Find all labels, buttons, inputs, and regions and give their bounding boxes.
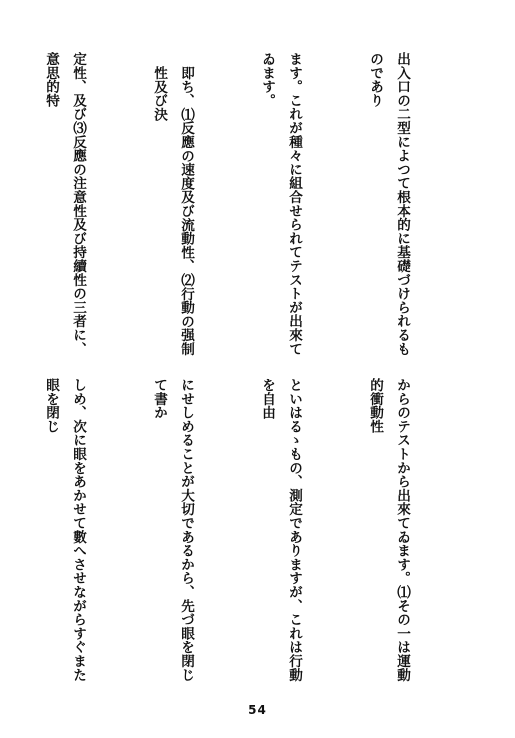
text-line: 出入口の二型によつて根本的に基礎づけられるものであり [367,52,410,356]
page-number: 54 [248,703,267,717]
text-line: 即ち、⑴反應の速度及び流動性、⑵行動の强制性及び決 [151,66,194,356]
text-line: といはるゝもの、測定でありますが、これは行動を自由 [259,378,302,682]
text-line: ます。これが種々に組合せられてテストが出來てゐます。 [259,52,302,356]
text-block-bottom [39,378,469,688]
text-line: しめ、次に眼をあかせて數へさせながらすぐまた眼を閉じ [43,378,86,682]
text-line: にせしめることが大切であるから、先づ眼を閉じて書か [151,378,194,682]
text-line: からのテストから出來てゐます。⑴その一は運動的衝動性 [367,378,410,682]
text-block-top [39,52,469,362]
text-line: 定性、及び⑶反應の注意性及び持續性の三者に、意思的特 [43,52,86,356]
